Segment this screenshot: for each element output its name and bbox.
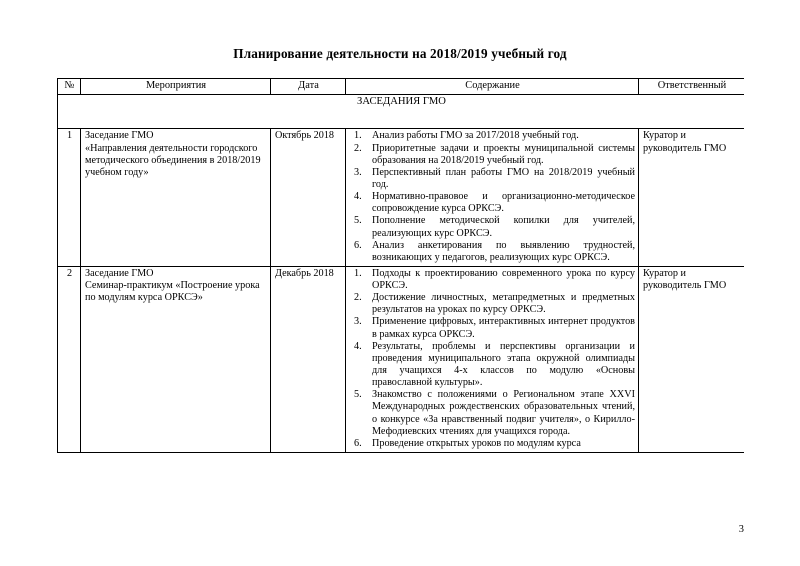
list-item: Применение цифровых, интерактивных интернет продуктов в рамках курса ОРКСЭ. [372,316,635,340]
list-item: Приоритетные задачи и проекты муниципальной системы образования на 2018/2019 учебный год. [372,142,635,166]
column-header-number: № [58,79,81,95]
table-row [58,266,745,452]
page-number: 3 [738,524,744,535]
table-header-row [58,79,745,95]
section-title: ЗАСЕДАНИЯ ГМО [58,95,745,129]
list-item: Результаты, проблемы и перспективы организации и проведения муниципального этапа окружной олимпиады для учащихся 4-х классов по модулю «Основы православной культуры». [372,340,635,389]
row-number: 2 [58,266,81,452]
plan-table [57,78,744,453]
row-event [81,129,271,267]
row-date: Декабрь 2018 [271,266,346,452]
row-responsible: Куратор и руководитель ГМО [639,129,745,267]
event-line: «Направления деятельности городского методического объединения в 2018/2019 учебном году» [85,142,261,178]
event-line: Заседание ГМО [85,267,154,279]
list-item: Пополнение методической копилки для учителей, реализующих курс ОРКСЭ. [372,215,635,239]
list-item: Достижение личностных, метапредметных и предметных результатов на уроках по курсу ОРКСЭ. [372,292,635,316]
row-event [81,266,271,452]
list-item: Перспективный план работы ГМО на 2018/2019 учебный год. [372,166,635,190]
row-content [346,129,639,267]
content-list [350,268,635,450]
row-content [346,266,639,452]
column-header-content: Содержание [346,79,639,95]
list-item: Знакомство с положениями о Региональном этапе XXVI Международных рождественских образовательных чтений, о конкурсе «За нравственный подвиг учителя», о Кирилло-Мефодиевских чтениях для учащихся города. [372,389,635,437]
list-item: Нормативно-правовое и организационно-методическое сопровождение курса ОРКСЭ. [372,191,635,215]
row-number: 1 [58,129,81,267]
table-row [58,129,745,267]
column-header-date: Дата [271,79,346,95]
list-item: Анализ анкетирования по выявлению трудностей, возникающих у педагогов, реализующих курс ОРКСЭ. [372,239,635,263]
column-header-event: Мероприятия [81,79,271,95]
page-title: Планирование деятельности на 2018/2019 учебный год [233,46,567,61]
list-item: Проведение открытых уроков по модулям курса [372,437,581,449]
list-item: Анализ работы ГМО за 2017/2018 учебный год. [372,130,579,142]
event-line: Заседание ГМО [85,130,154,142]
event-line: Семинар-практикум «Построение урока по модулям курса ОРКСЭ» [85,280,260,304]
section-title-row [58,95,745,129]
row-date: Октябрь 2018 [271,129,346,267]
row-responsible: Куратор и руководитель ГМО [639,266,745,452]
list-item: Подходы к проектированию современного урока по курсу ОРКСЭ. [372,267,635,292]
content-list [350,130,635,264]
column-header-responsible: Ответственный [639,79,745,95]
plan-table-container [57,78,744,518]
